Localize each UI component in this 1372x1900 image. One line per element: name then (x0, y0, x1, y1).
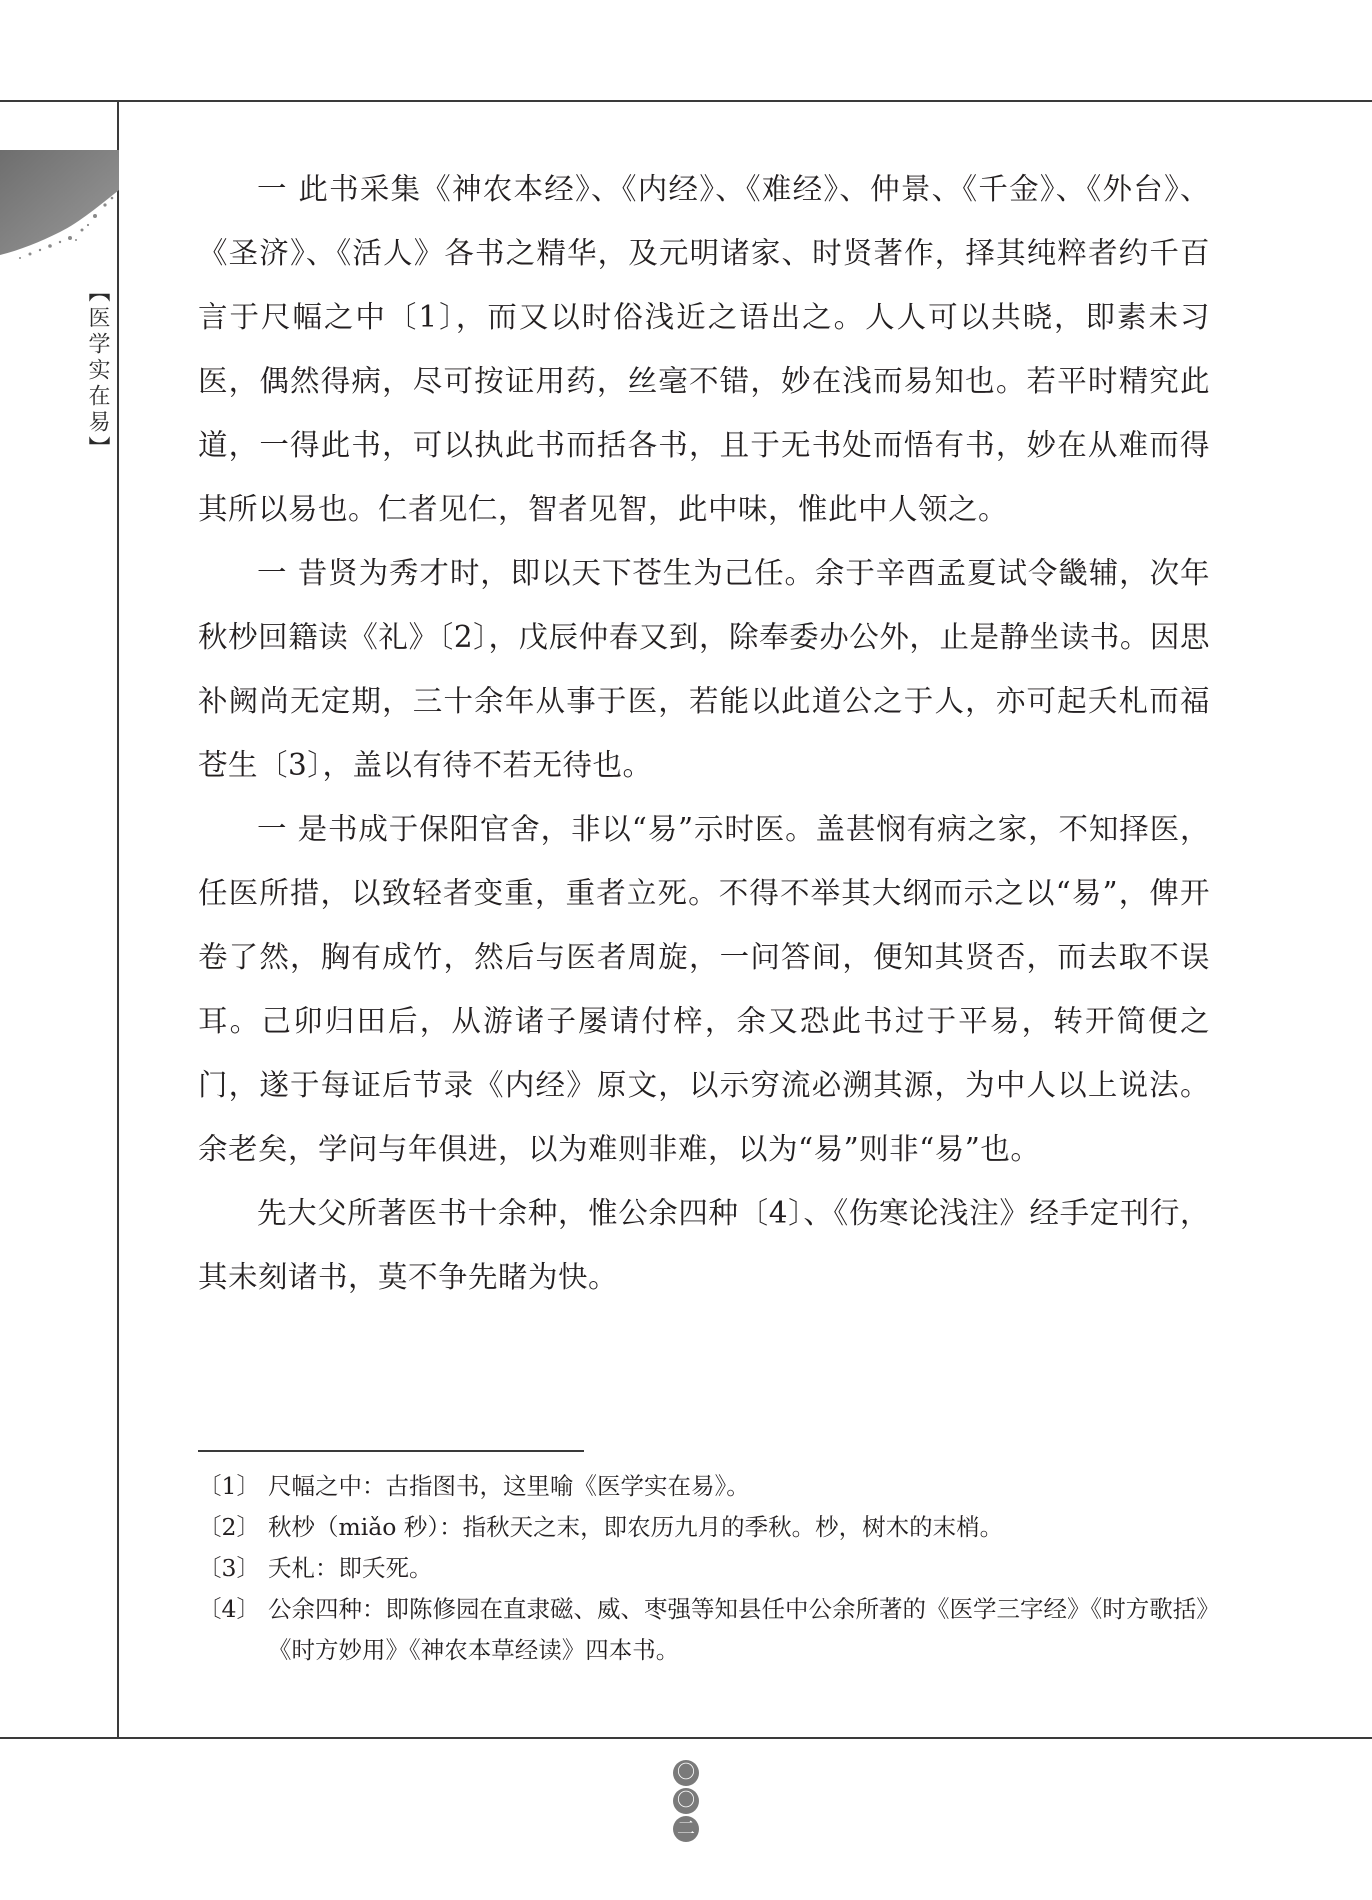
decorative-ink-texture (0, 150, 119, 265)
footnote-text: 夭札：即夭死。 (268, 1554, 433, 1582)
paragraph-4: 先大父所著医书十余种，惟公余四种〔4〕、《伤寒论浅注》经手定刊行，其未刻诸书，莫不争先睹为快。 (198, 1196, 1210, 1294)
footnote-marker: 〔3〕 (198, 1554, 260, 1582)
footnotes (198, 1466, 1210, 1671)
header-rule (0, 100, 1372, 102)
footnote-2 (198, 1507, 1210, 1548)
footnote-text: 公余四种：即陈修园在直隶磁、威、枣强等知县任中公余所著的《医学三字经》《时方歌括》《时方妙用》《神农本草经读》四本书。 (268, 1595, 1208, 1664)
page-number-digit: 〇 (673, 1760, 699, 1786)
footnote-1 (198, 1466, 1210, 1507)
paragraph-3: 一 是书成于保阳官舍，非以“易”示时医。盖甚悯有病之家，不知择医，任医所措，以致轻者变重，重者立死。不得不举其大纲而示之以“易”，俾开卷了然，胸有成竹，然后与医者周旋，一问答间，便知其贤否，而去取不误耳。己卯归田后，从游诸子屡请付梓，余又恐此书过于平易，转开简便之门，遂于每证后节录《内经》原文，以示穷流必溯其源，为中人以上说法。余老矣，学问与年俱进，以为难则非难，以为“易”则非“易”也。 (198, 812, 1210, 1166)
margin-rule (117, 102, 119, 1737)
footnote-4 (198, 1589, 1210, 1671)
footnote-text: 秋杪（miǎo 秒）：指秋天之末，即农历九月的季秋。杪，树木的末梢。 (268, 1513, 1004, 1541)
footnote-separator (198, 1450, 584, 1452)
main-text (198, 157, 1210, 1309)
page-number-digit: 二 (673, 1816, 699, 1842)
page-number-digit: 〇 (673, 1788, 699, 1814)
book-title-vertical: 【医学实在易】 (85, 280, 110, 462)
footer-rule (0, 1737, 1372, 1739)
footnote-text: 尺幅之中：古指图书，这里喻《医学实在易》。 (268, 1472, 750, 1500)
paragraph-1: 一 此书采集《神农本经》、《内经》、《难经》、仲景、《千金》、《外台》、《圣济》、《活人》各书之精华，及元明诸家、时贤著作，择其纯粹者约千百言于尺幅之中〔1〕，而又以时俗浅近之语出之。人人可以共晓，即素未习医，偶然得病，尽可按证用药，丝毫不错，妙在浅而易知也。若平时精究此道，一得此书，可以执此书而括各书，且于无书处而悟有书，妙在从难而得其所以易也。仁者见仁，智者见智，此中味，惟此中人领之。 (198, 172, 1210, 526)
page-number (670, 1760, 702, 1844)
footnote-marker: 〔4〕 (198, 1595, 260, 1623)
footnote-marker: 〔1〕 (198, 1472, 260, 1500)
footnote-marker: 〔2〕 (198, 1513, 260, 1541)
footnote-3 (198, 1548, 1210, 1589)
paragraph-2: 一 昔贤为秀才时，即以天下苍生为己任。余于辛酉孟夏试令畿辅，次年秋杪回籍读《礼》〔2〕，戊辰仲春又到，除奉委办公外，止是静坐读书。因思补阙尚无定期，三十余年从事于医，若能以此道公之于人，亦可起夭札而福苍生〔3〕，盖以有待不若无待也。 (198, 556, 1210, 782)
